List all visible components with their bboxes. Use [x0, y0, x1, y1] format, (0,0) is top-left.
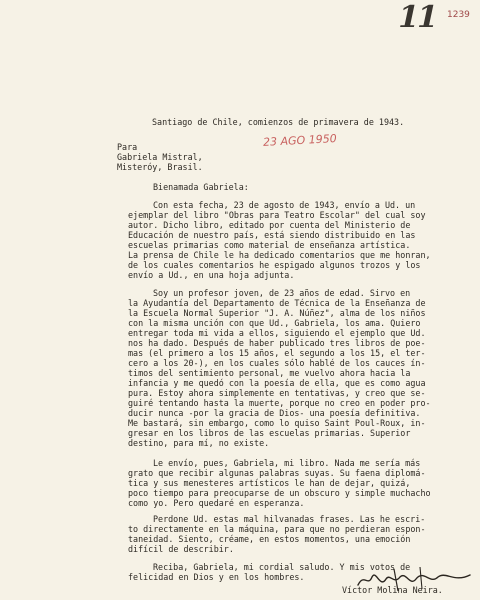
paragraph-line: poco tiempo para preocuparse de un obscuro y simple muchacho — [128, 488, 431, 498]
paragraph-line: timos del sentimiento personal, me vuelvo ahora hacia la — [128, 368, 411, 378]
page-number: 1239 — [447, 10, 470, 20]
paragraph-line: Perdone Ud. estas mal hilvanadas frases. Las he escri- — [153, 514, 426, 524]
paragraph-line: Con esta fecha, 23 de agosto de 1943, envío a Ud. un — [153, 200, 416, 210]
recipient-line: Gabriela Mistral, — [117, 152, 203, 162]
paragraph-line: cero a los 20-), en los cuales sólo hablé de los cauces ín- — [128, 358, 426, 368]
signer-name: Víctor Molina Neira. — [342, 585, 443, 595]
paragraph-line: taneidad. Siento, créame, en estos momentos, una emoción — [128, 534, 411, 544]
paragraph-line: infancia y me quedó con la poesía de ella, que es como agua — [128, 378, 426, 388]
paragraph-line: Soy un profesor joven, de 23 años de edad. Sirvo en — [153, 288, 411, 298]
paragraph-line: envío a Ud., en una hoja adjunta. — [128, 270, 295, 280]
paragraph-line: grato que recibir algunas palabras suyas. Su faena diplomá- — [128, 468, 426, 478]
paragraph-line: guiré tentando hasta la muerte, porque no creo en poder pro- — [128, 398, 431, 408]
paragraph-line: Me bastará, sin embargo, como lo quiso Saint Poul-Roux, in- — [128, 418, 426, 428]
paragraph-line: de los cuales comentarios he espigado algunos trozos y los — [128, 260, 421, 270]
handwritten-signature — [354, 565, 474, 595]
salutation: Bienamada Gabriela: — [153, 182, 249, 192]
paragraph-line: pura. Estoy ahora simplemente en tentativas, y creo que se- — [128, 388, 426, 398]
paragraph-line: difícil de describir. — [128, 544, 234, 554]
paragraph-line: Reciba, Gabriela, mi cordial saludo. Y mis votos de — [153, 562, 411, 572]
handwritten-mark: 11 — [394, 0, 440, 35]
paragraph-line: Educación de nuestro país, está siendo distribuido en las — [128, 230, 416, 240]
paragraph-line: como yo. Pero quedaré en esperanza. — [128, 498, 305, 508]
paragraph-line: tica y sus menesteres artísticos le han de dejar, quizá, — [128, 478, 411, 488]
paragraph-line: La prensa de Chile le ha dedicado comentarios que me honran, — [128, 250, 431, 260]
paragraph-line: la Escuela Normal Superior "J. A. Núñez", alma de los niños — [128, 308, 426, 318]
paragraph-line: autor. Dicho libro, editado por cuenta del Ministerio de — [128, 220, 411, 230]
recipient-line: Misteróy, Brasil. — [117, 162, 203, 172]
date-stamp: 23 AGO 1950 — [262, 132, 337, 149]
paragraph-line: gresar en los libros de las escuelas primarias. Superior — [128, 428, 411, 438]
paragraph-line: entregar toda mi vida a ellos, siguiendo el ejemplo que Ud. — [128, 328, 426, 338]
paragraph-line: Le envío, pues, Gabriela, mi libro. Nada me sería más — [153, 458, 421, 468]
paragraph-line: destino, para mí, no existe. — [128, 438, 270, 448]
paragraph-line: la Ayudantía del Departamento de Técnica de la Enseñanza de — [128, 298, 426, 308]
paragraph-line: ejemplar del libro "Obras para Teatro Escolar" del cual soy — [128, 210, 426, 220]
paragraph-line: to directamente en la máquina, para que no perdieran espon- — [128, 524, 426, 534]
paragraph-line: felicidad en Dios y en los hombres. — [128, 572, 305, 582]
paragraph-line: ducir nunca -por la gracia de Dios- una poesía definitiva. — [128, 408, 421, 418]
paragraph-line: mas (el primero a los 15 años, el segundo a los 15, el ter- — [128, 348, 426, 358]
paragraph-line: escuelas primarias como material de enseñanza artística. — [128, 240, 411, 250]
paragraph-line: nos ha dado. Después de haber publicado tres libros de poe- — [128, 338, 426, 348]
paragraph-line: con la misma unción con que Ud., Gabriela, los ama. Quiero — [128, 318, 421, 328]
place-date-line: Santiago de Chile, comienzos de primavera de 1943. — [152, 117, 405, 127]
recipient-line: Para — [117, 142, 138, 152]
